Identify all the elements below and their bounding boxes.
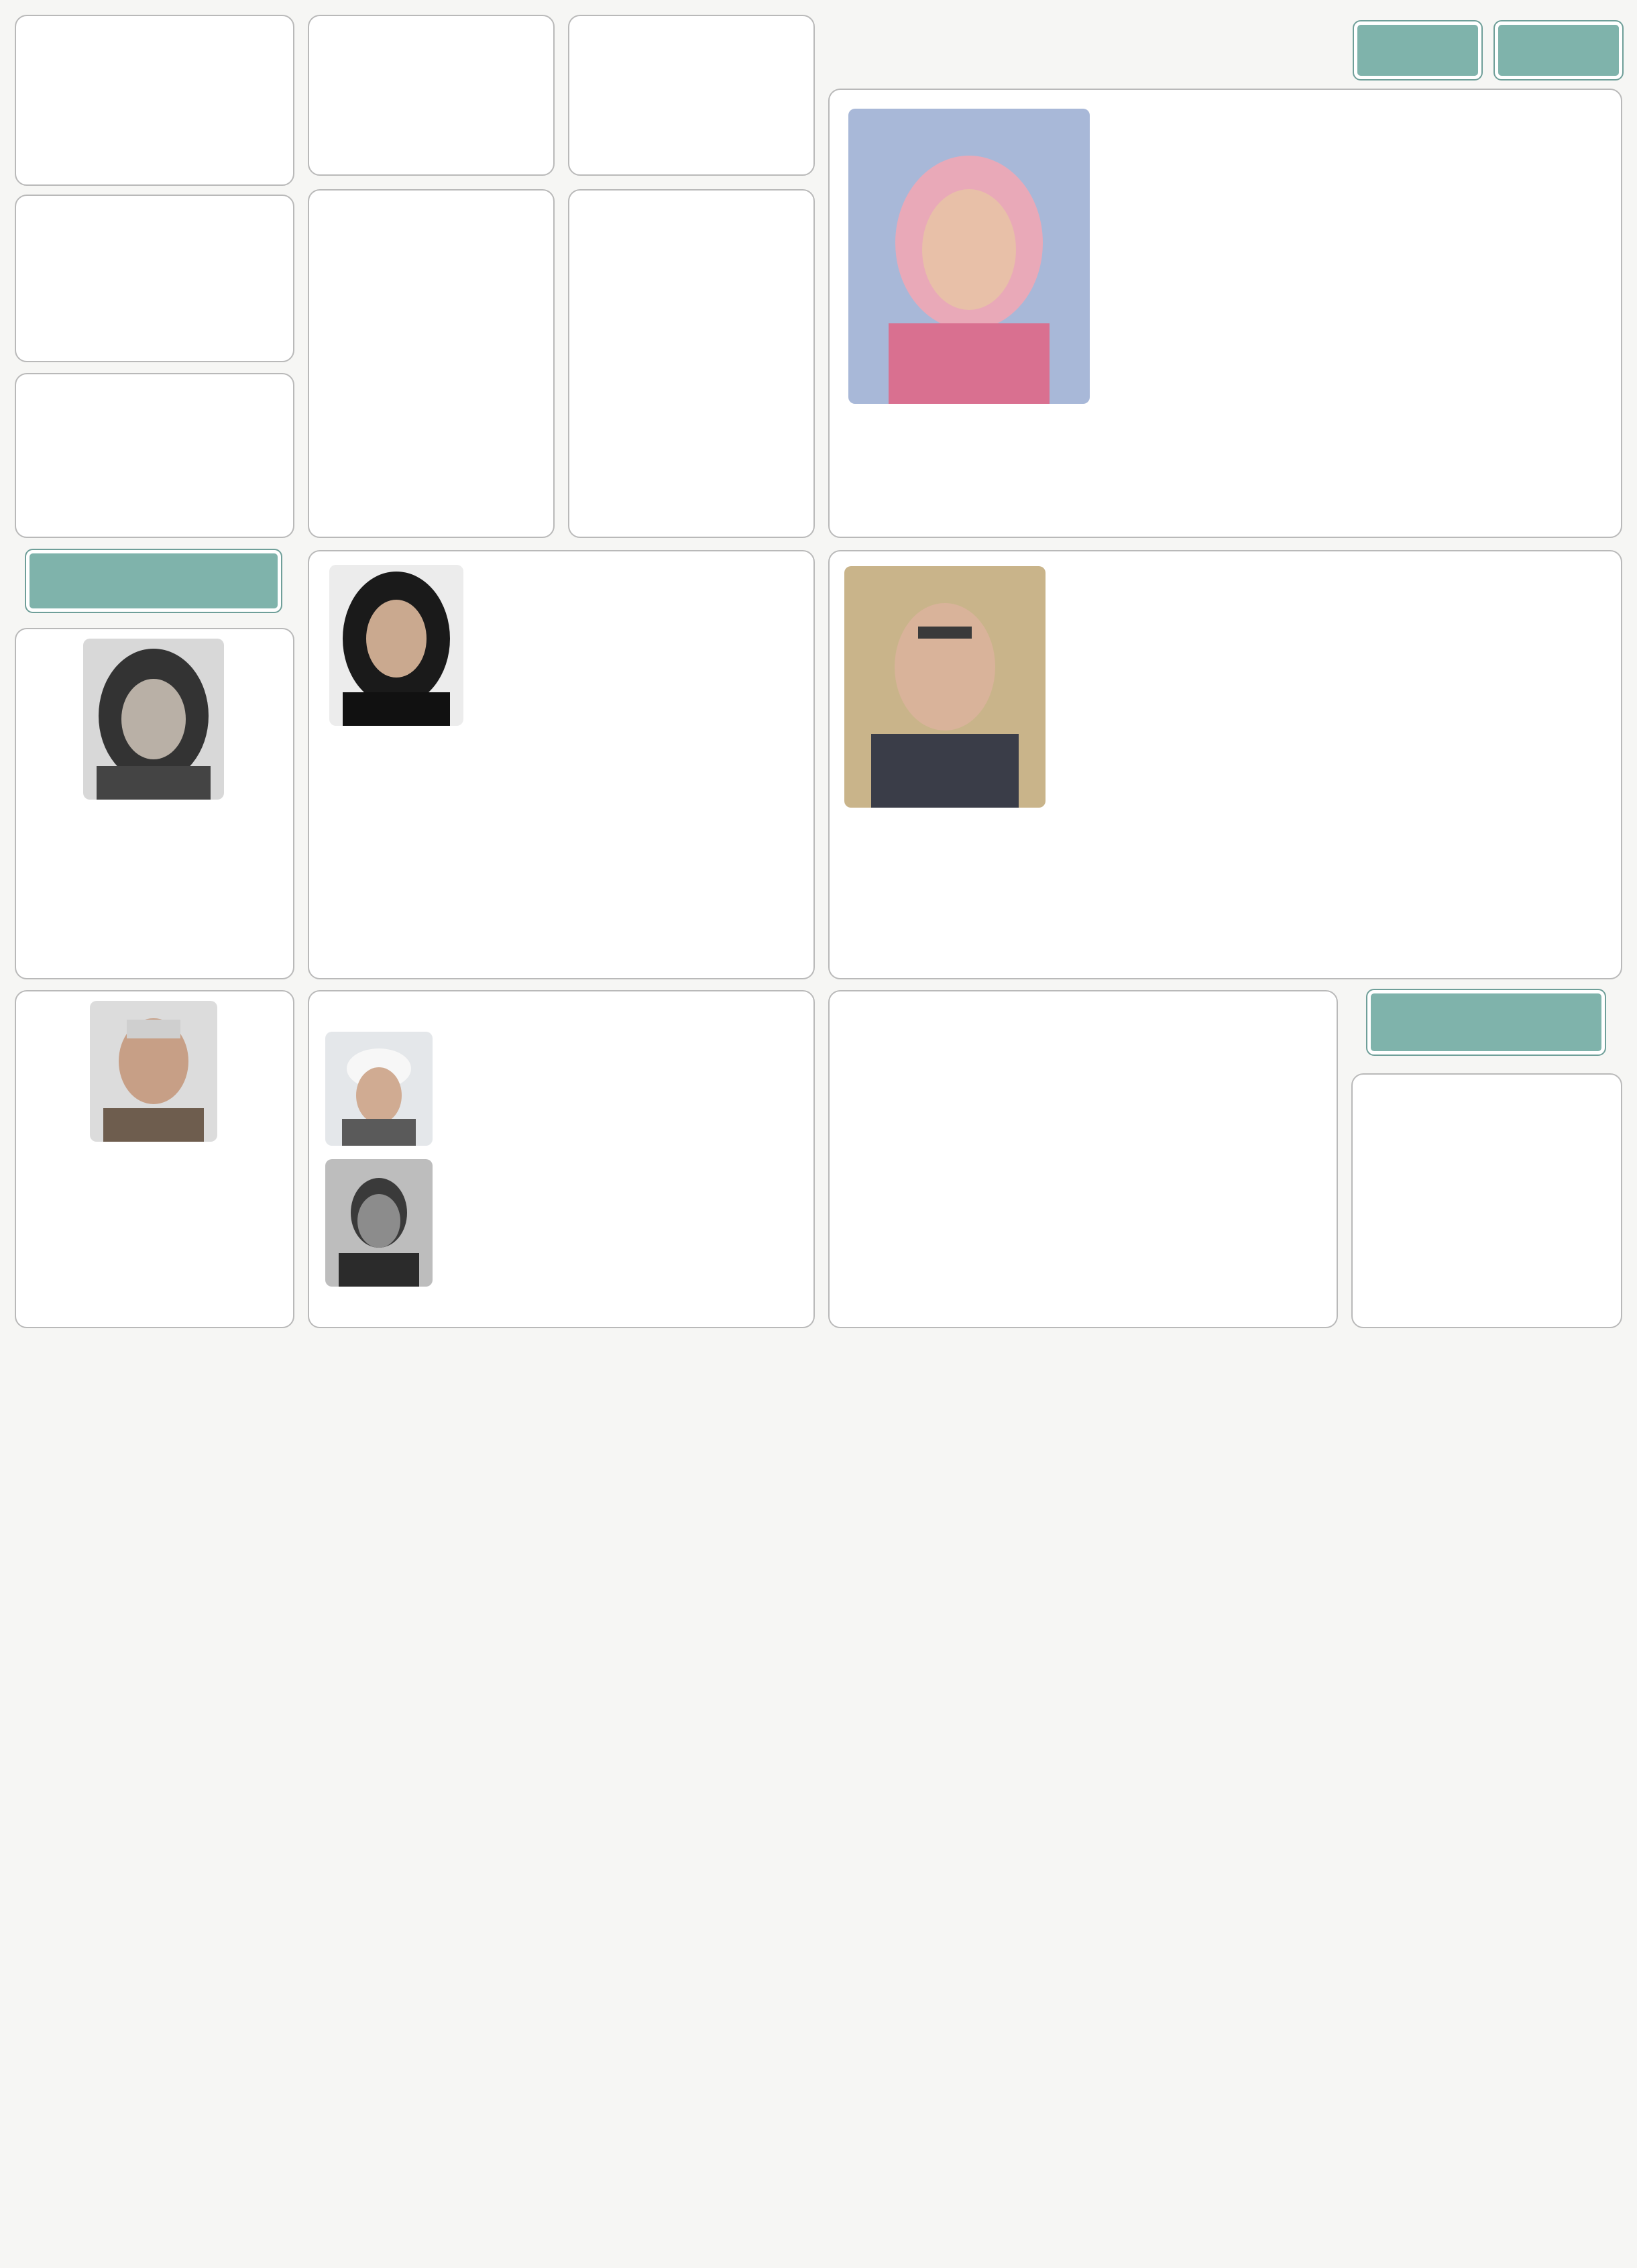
portrait-photo: [325, 1032, 433, 1146]
ad-firouzian: [828, 89, 1622, 538]
ad-sanjabi: [15, 628, 294, 979]
banner-taghdir: [1354, 21, 1481, 79]
ad-tabatabaei: [15, 195, 294, 362]
ad-dandan: [1351, 1073, 1622, 1328]
ad-nasrin: [15, 15, 294, 186]
ad-forghani: [828, 550, 1622, 979]
ad-sarafs-list: [568, 189, 815, 538]
ad-saraf-family: [308, 15, 555, 176]
portrait-photo: [90, 1001, 217, 1142]
ad-mandana: [308, 189, 555, 538]
banner-tasliyat: [1367, 990, 1605, 1055]
portrait-photo: [844, 566, 1046, 808]
banner-tashyi: [1495, 21, 1622, 79]
ad-bagherzadeh: [828, 990, 1338, 1328]
banner-yadbood: [26, 550, 281, 612]
portrait-photo: [329, 565, 463, 726]
ad-ghorbani: [308, 550, 815, 979]
portrait-photo: [325, 1159, 433, 1287]
portrait-photo: [83, 639, 224, 800]
ad-saghravanian: [15, 990, 294, 1328]
ad-fedaei: [568, 15, 815, 176]
portrait-photo: [848, 109, 1090, 404]
ad-shakeri: [308, 990, 815, 1328]
headline-quote: [1100, 21, 1342, 79]
ad-eshtari: [15, 373, 294, 538]
